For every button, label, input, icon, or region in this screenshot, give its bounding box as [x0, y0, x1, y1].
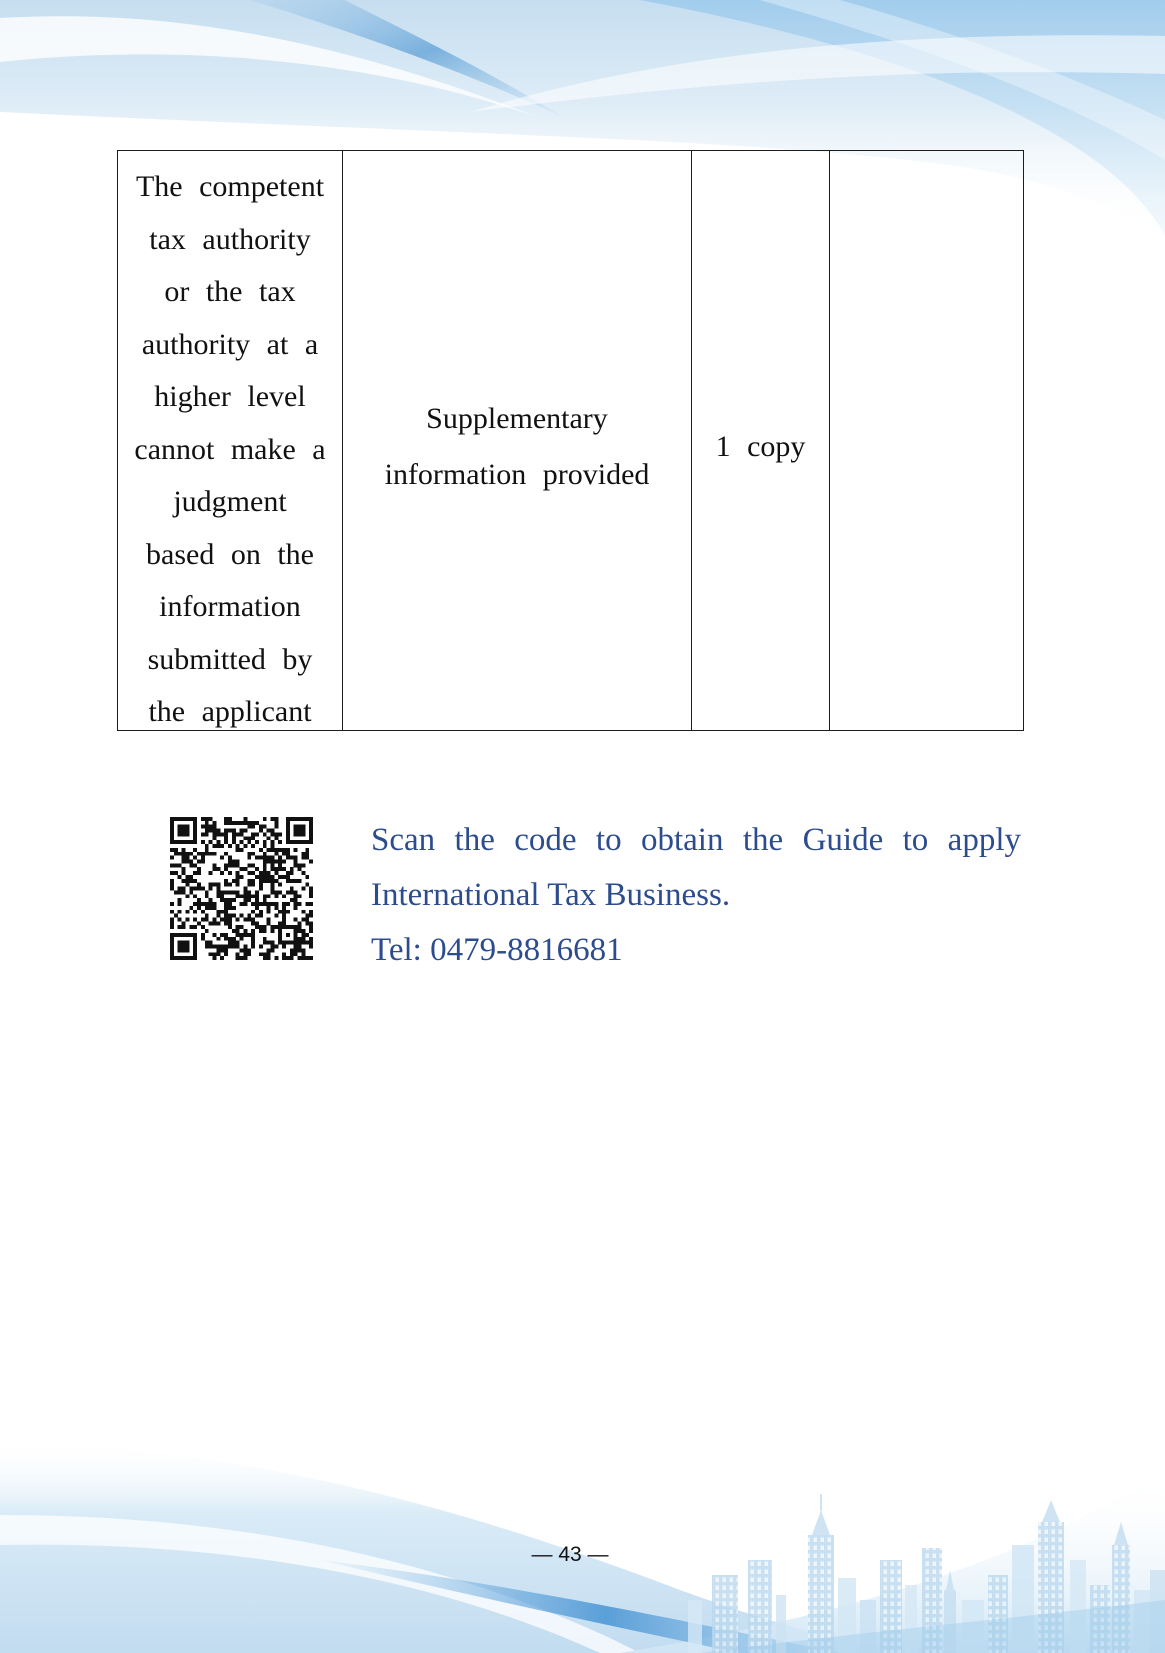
material-line: Supplementary	[426, 402, 608, 435]
table-cell-condition	[118, 151, 343, 730]
condition-line: cannot make a	[134, 432, 326, 466]
condition-line: submitted by	[147, 642, 313, 676]
scan-instruction: Scan the code to obtain the Guide to apply International Tax Business.	[371, 822, 1021, 913]
table-cell-remarks	[830, 151, 1022, 730]
material-line: information provided	[384, 458, 650, 491]
condition-line: The competent	[135, 170, 325, 203]
page-number: — 43 —	[531, 1543, 609, 1566]
table-cell-quantity	[692, 151, 830, 730]
quantity-text: 1 copy	[715, 430, 806, 463]
condition-line: tax authority	[149, 222, 311, 256]
material-text	[343, 391, 691, 503]
condition-line: the applicant	[148, 695, 312, 728]
condition-line: information	[159, 590, 301, 623]
requirements-table	[117, 150, 1024, 731]
condition-line: based on the	[146, 537, 314, 571]
telephone-number: Tel: 0479-8816681	[371, 932, 623, 968]
qr-code	[170, 817, 313, 960]
footer-skyline-decoration	[0, 1380, 1165, 1653]
condition-line: judgment	[173, 485, 287, 518]
condition-line: authority at a	[141, 327, 319, 361]
table-cell-material	[343, 151, 692, 730]
contact-info	[371, 813, 1021, 978]
condition-line: or the tax	[164, 275, 296, 308]
condition-line: higher level	[154, 380, 306, 413]
